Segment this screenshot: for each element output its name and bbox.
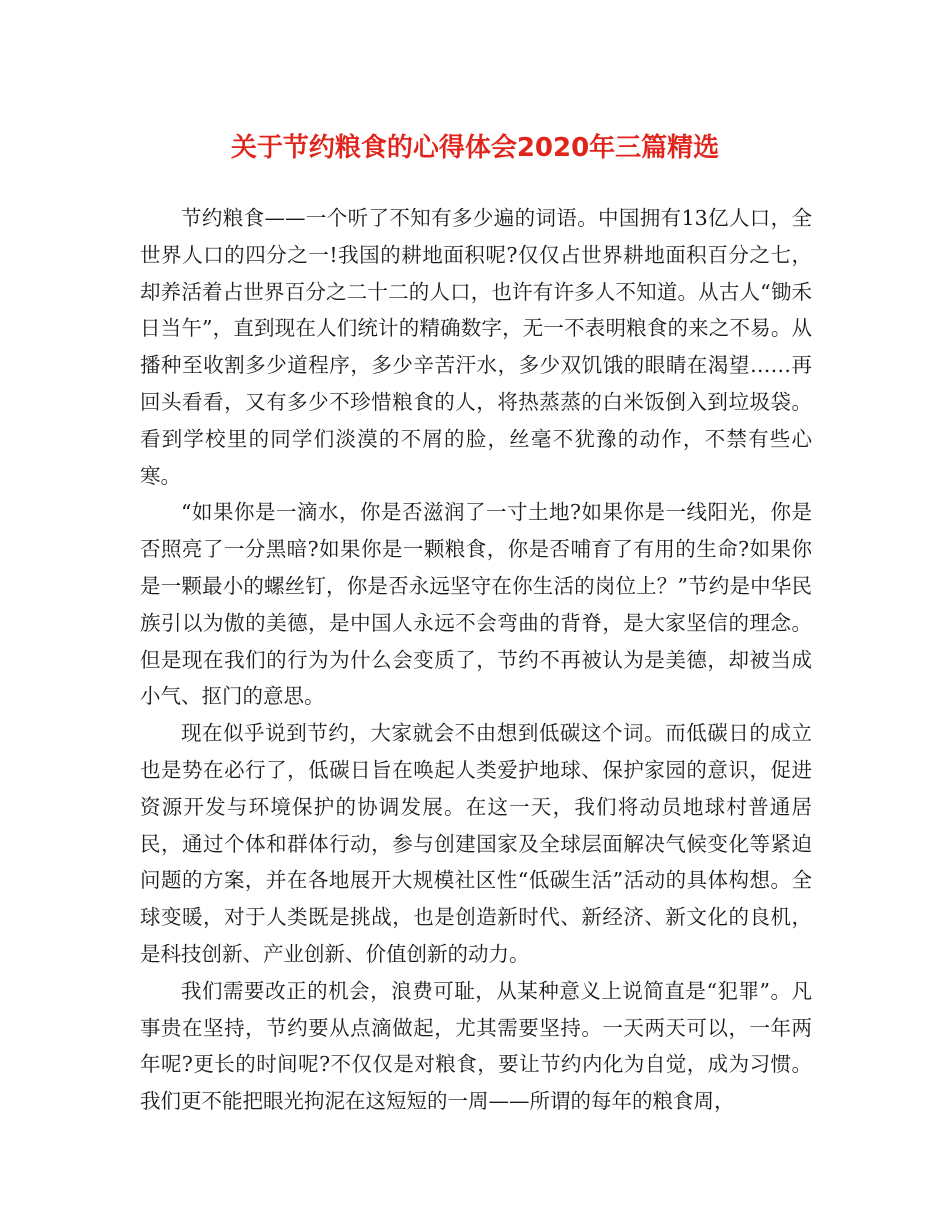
paragraph-4: 我们需要改正的机会，浪费可耻，从某种意义上说简直是“犯罪”。凡事贵在坚持，节约要从点滴做起，尤其需要坚持。一天两天可以，一年两年呢?更长的时间呢?不仅仅是对粮食，要让节约内化为自觉，成为习惯。我们更不能把眼光拘泥在这短短的一周——所谓的每年的粮食周， <box>140 978 812 1114</box>
paragraph-1: 节约粮食——一个听了不知有多少遍的词语。中国拥有13亿人口，全世界人口的四分之一!我国的耕地面积呢?仅仅占世界耕地面积百分之七，却养活着占世界百分之二十二的人口，也许有许多人不知道。从古人“锄禾日当午”，直到现在人们统计的精确数字，无一不表明粮食的来之不易。从播种至收割多少道程序，多少辛苦汗水，多少双饥饿的眼睛在渴望……再回头看看，又有多少不珍惜粮食的人，将热蒸蒸的白米饭倒入到垃圾袋。看到学校里的同学们淡漠的不屑的脸，丝毫不犹豫的动作，不禁有些心寒。 <box>140 206 812 488</box>
paragraph-3: 现在似乎说到节约，大家就会不由想到低碳这个词。而低碳日的成立也是势在必行了，低碳日旨在唤起人类爱护地球、保护家园的意识，促进资源开发与环境保护的协调发展。在这一天，我们将动员地球村普通居民，通过个体和群体行动，参与创建国家及全球层面解决气候变化等紧迫问题的方案，并在各地展开大规模社区性“低碳生活”活动的具体构想。全球变暖，对于人类既是挑战，也是创造新时代、新经济、新文化的良机，是科技创新、产业创新、价值创新的动力。 <box>140 721 812 966</box>
document-body <box>140 200 812 1120</box>
paragraph-2: “如果你是一滴水，你是否滋润了一寸土地?如果你是一线阳光，你是否照亮了一分黑暗?如果你是一颗粮食，你是否哺育了有用的生命?如果你是一颗最小的螺丝钉，你是否永远坚守在你生活的岗位上？”节约是中华民族引以为傲的美德，是中国人永远不会弯曲的背脊，是大家坚信的理念。但是现在我们的行为为什么会变质了，节约不再被认为是美德，却被当成小气、抠门的意思。 <box>140 500 812 709</box>
document-title: 关于节约粮食的心得体会2020年三篇精选 <box>230 133 720 163</box>
